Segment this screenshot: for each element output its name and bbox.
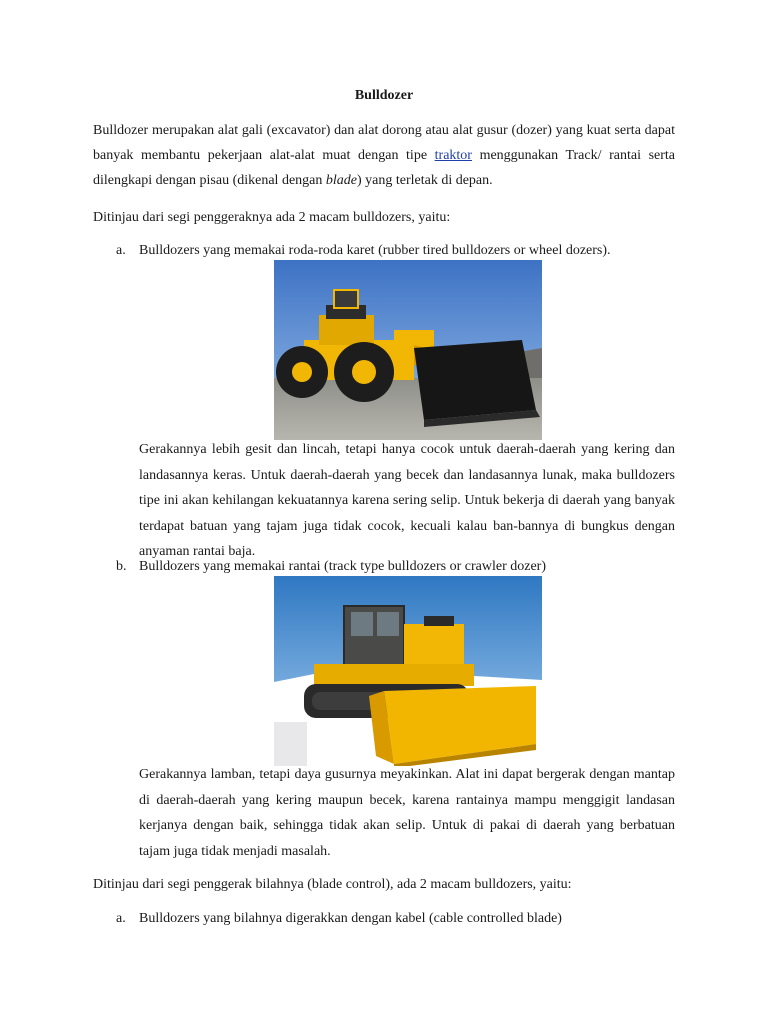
list-marker-c: a.	[116, 911, 126, 926]
section2-intro: Ditinjau dari segi penggerak bilahnya (blade control), ada 2 macam bulldozers, yaitu:	[93, 877, 572, 892]
document-title: Bulldozer	[354, 88, 414, 103]
intro-paragraph	[93, 118, 675, 193]
list-text-b: Bulldozers yang memakai rantai (track type bulldozers or crawler dozer)	[139, 559, 546, 574]
intro-text: Bulldozer merupakan alat gali (excavator) dan alat dorong atau alat gusur (dozer) yang kuat serta dapat banyak membantu pekerjaan alat-alat muat dengan tipe	[93, 123, 675, 163]
section1-intro: Ditinjau dari segi penggeraknya ada 2 macam bulldozers, yaitu:	[93, 210, 451, 225]
list-text-a: Bulldozers yang memakai roda-roda karet (rubber tired bulldozers or wheel dozers).	[139, 243, 611, 258]
traktor-link[interactable]: traktor	[434, 148, 472, 163]
intro-text-middle: menggunakan Track/ rantai serta dilengkapi dengan pisau (dikenal dengan	[93, 148, 675, 188]
item-a-description: Gerakannya lebih gesit dan lincah, tetapi hanya cocok untuk daerah-daerah yang kering dan landasannya keras. Untuk daerah-daerah yang becek dan landasannya lunak, maka bulldozers tipe ini akan kehilangan kekuatannya karena sering selip. Untuk bekerja di daerah yang banyak terdapat batuan yang tajam juga tidak cocok, kecuali kalau ban-bannya di bungkus dengan anyaman rantai baja.	[139, 442, 675, 559]
blade-italic: blade	[325, 173, 357, 188]
crawler-dozer-photo	[274, 576, 542, 766]
list-text-c: Bulldozers yang bilahnya digerakkan dengan kabel (cable controlled blade)	[139, 911, 562, 926]
item-b-description: Gerakannya lamban, tetapi daya gusurnya meyakinkan. Alat ini dapat bergerak dengan mantap di daerah-daerah yang kering maupun becek, karena rantainya mampu menggigit landasan kerjanya dengan baik, sehingga tidak akan selip. Untuk di pakai di daerah yang berbatuan tajam juga tidak menjadi masalah.	[139, 767, 675, 859]
wheel-dozer-photo	[274, 260, 542, 440]
intro-text-end: ) yang terletak di depan.	[356, 173, 493, 188]
list-marker-b: b.	[116, 559, 127, 574]
list-marker-a: a.	[116, 243, 126, 258]
